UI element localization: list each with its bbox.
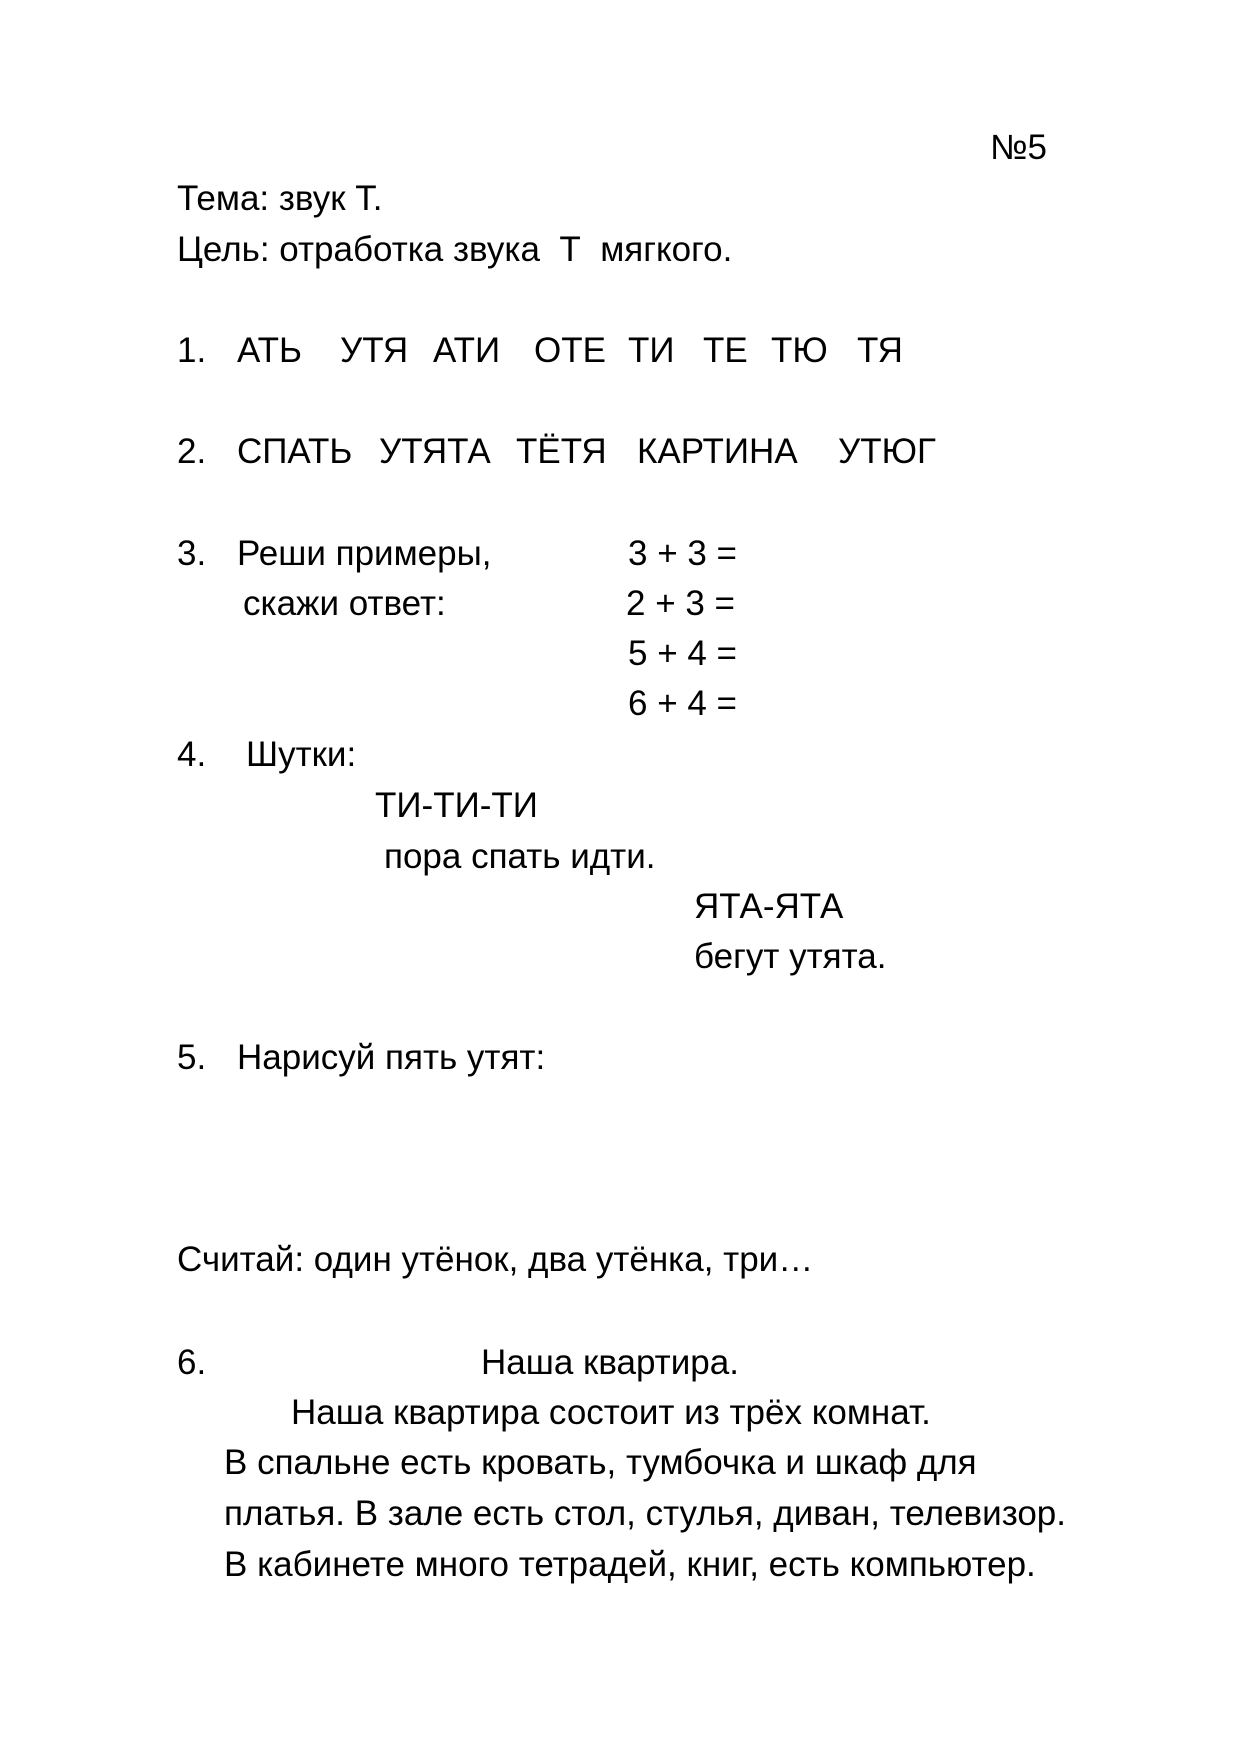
word: СПАТЬ	[237, 432, 353, 471]
math-example: 3 + 3 =	[628, 534, 737, 573]
syllable: АТИ	[433, 331, 501, 370]
math-example: 5 + 4 =	[628, 634, 737, 673]
goal-line: Цель: отработка звука Т мягкого.	[177, 230, 733, 269]
task-2-number: 2.	[177, 432, 207, 471]
task-3-instruction-2: скажи ответ:	[243, 584, 446, 623]
count-instruction: Считай: один утёнок, два утёнка, три…	[177, 1240, 814, 1279]
task-1-number: 1.	[177, 331, 207, 370]
story-line: Наша квартира состоит из трёх комнат.	[291, 1393, 931, 1432]
syllable: ТЕ	[703, 331, 748, 370]
word: ТЁТЯ	[516, 432, 607, 471]
task-5-number: 5.	[177, 1038, 207, 1077]
rhyme-1-line-1: ТИ-ТИ-ТИ	[375, 786, 538, 825]
task-6-number: 6.	[177, 1343, 207, 1382]
task-4-number: 4.	[177, 735, 207, 774]
task-5-instruction: Нарисуй пять утят:	[237, 1038, 546, 1077]
syllable: ОТЕ	[534, 331, 606, 370]
syllable: АТЬ	[237, 331, 302, 370]
topic-line: Тема: звук Т.	[177, 179, 383, 218]
syllable: УТЯ	[340, 331, 409, 370]
story-line: платья. В зале есть стол, стулья, диван, телевизор.	[224, 1494, 1066, 1533]
word: УТЯТА	[379, 432, 491, 471]
story-line: В спальне есть кровать, тумбочка и шкаф для	[224, 1443, 977, 1482]
story-title: Наша квартира.	[481, 1343, 739, 1382]
syllable: ТЮ	[771, 331, 828, 370]
task-3-number: 3.	[177, 534, 207, 573]
rhyme-2-line-2: бегут утята.	[694, 937, 887, 976]
task-3-instruction: Реши примеры,	[237, 534, 492, 573]
word: УТЮГ	[838, 432, 936, 471]
story-line: В кабинете много тетрадей, книг, есть компьютер.	[224, 1545, 1036, 1584]
word: КАРТИНА	[637, 432, 798, 471]
math-example: 6 + 4 =	[628, 684, 737, 723]
task-4-title: Шутки:	[246, 735, 357, 774]
math-example: 2 + 3 =	[626, 584, 735, 623]
syllable: ТИ	[628, 331, 675, 370]
syllable: ТЯ	[857, 331, 903, 370]
rhyme-1-line-2: пора спать идти.	[384, 837, 656, 876]
sheet-number: №5	[990, 128, 1048, 167]
rhyme-2-line-1: ЯТА-ЯТА	[694, 887, 844, 926]
